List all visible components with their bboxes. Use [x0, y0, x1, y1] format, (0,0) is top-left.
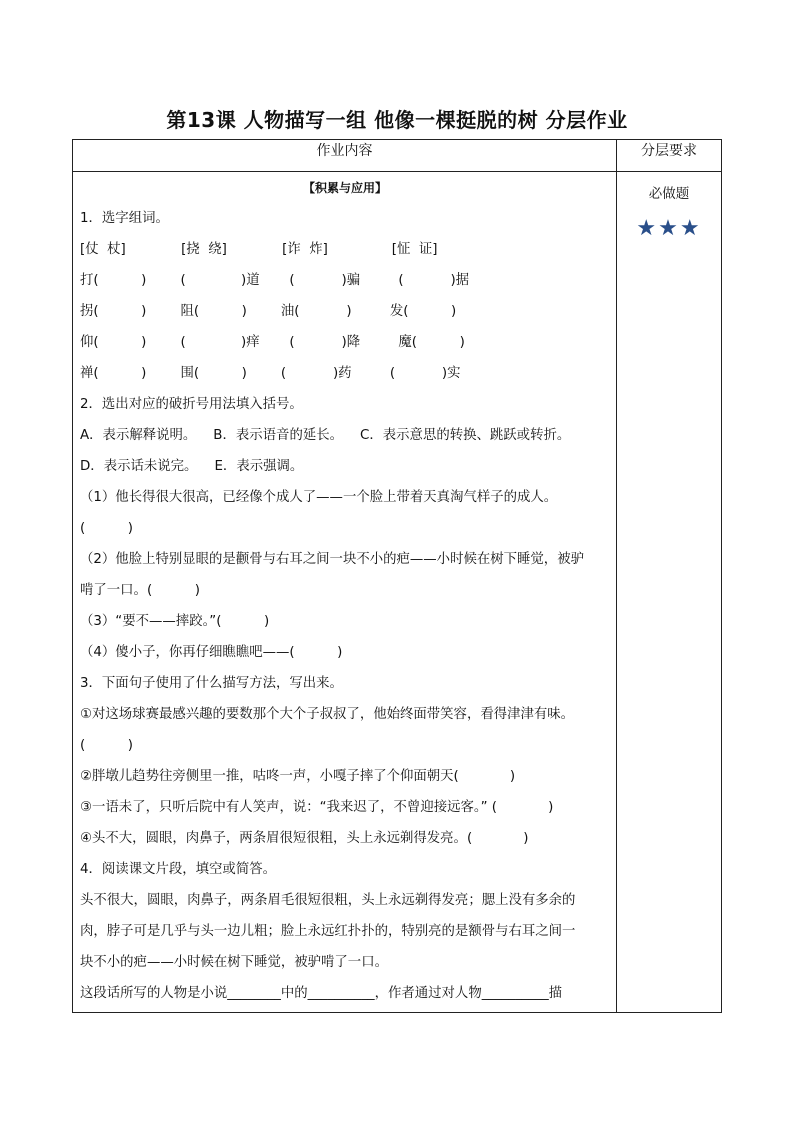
- q1-row-2: 拐( ) 阻( ) 油( ) 发( ): [80, 304, 457, 319]
- required-label: 必做题: [648, 186, 690, 202]
- section-title: 【积累与应用】: [302, 181, 387, 195]
- q2-item-2-cont: 啃了一口。( ): [80, 583, 200, 598]
- q1-heading: 1．选字组词。: [80, 211, 169, 226]
- q4-heading: 4．阅读课文片段，填空或简答。: [80, 862, 276, 877]
- q1-row-1: 打( ) ( )道 ( )骗 ( )据: [80, 273, 470, 288]
- level-cell: [617, 172, 722, 1013]
- q1-row-4: 禅( ) 围( ) ( )药 ( )实: [80, 366, 461, 381]
- q2-options-2: D．表示话未说完。 E．表示强调。: [80, 459, 304, 474]
- q4-passage-2: 肉，脖子可是几乎与头一边儿粗；脸上永远红扑扑的，特别亮的是额骨与右耳之间一: [80, 924, 576, 939]
- worksheet-title: 第13课 人物描写一组 他像一棵挺脱的树 分层作业: [166, 108, 628, 132]
- q2-item-1: （1）他长得很大很高，已经像个成人了——一个脸上带着天真淘气样子的成人。: [80, 490, 558, 505]
- difficulty-stars-icon: ★★★: [636, 216, 702, 241]
- header-row: [73, 140, 722, 172]
- q3-item-1-answer: ( ): [80, 738, 134, 753]
- q2-item-4: （4）傻小子，你再仔细瞧瞧吧——( ): [80, 645, 343, 660]
- q4-passage-3: 块不小的疤——小时候在树下睡觉，被驴啃了一口。: [80, 955, 388, 970]
- content-row: [73, 172, 722, 1013]
- level-column-header: 分层要求: [617, 140, 722, 172]
- q2-options-1: A．表示解释说明。 B．表示语音的延长。 C．表示意思的转换、跳跃或转折。: [80, 428, 571, 443]
- q3-heading: 3．下面句子使用了什么描写方法，写出来。: [80, 676, 343, 691]
- q4-fill-blank: 这段话所写的人物是小说________中的__________，作者通过对人物__________描: [80, 986, 563, 1001]
- q2-heading: 2．选出对应的破折号用法填入括号。: [80, 397, 303, 412]
- q2-item-1-answer: ( ): [80, 521, 134, 536]
- q2-item-2: （2）他脸上特别显眼的是颧骨与右耳之间一块不小的疤——小时候在树下睡觉，被驴: [80, 552, 584, 567]
- content-column-header: 作业内容: [73, 140, 617, 172]
- content-cell: [73, 172, 617, 1013]
- q2-item-3: （3）“要不——摔跤。”( ): [80, 614, 270, 629]
- q4-passage-1: 头不很大，圆眼，肉鼻子，两条眉毛很短很粗，头上永远剃得发亮；腮上没有多余的: [80, 893, 576, 908]
- q3-item-1: ①对这场球赛最感兴趣的要数那个大个子叔叔了，他始终面带笑容，看得津津有味。: [80, 707, 575, 722]
- q3-item-2: ②胖墩儿趋势往旁侧里一推，咕咚一声，小嘎子摔了个仰面朝天( ): [80, 769, 516, 784]
- q1-row-3: 仰( ) ( )痒 ( )降 魔( ): [80, 335, 465, 350]
- q3-item-4: ④头不大，圆眼，肉鼻子，两条眉很短很粗，头上永远剃得发亮。( ): [80, 831, 529, 846]
- worksheet-table: [72, 139, 722, 1013]
- q3-item-3: ③一语未了，只听后院中有人笑声，说：“我来迟了，不曾迎接远客。” ( ): [80, 800, 554, 815]
- q1-groups: [仗 杖] [挠 绕] [诈 炸] [怔 证]: [80, 242, 438, 257]
